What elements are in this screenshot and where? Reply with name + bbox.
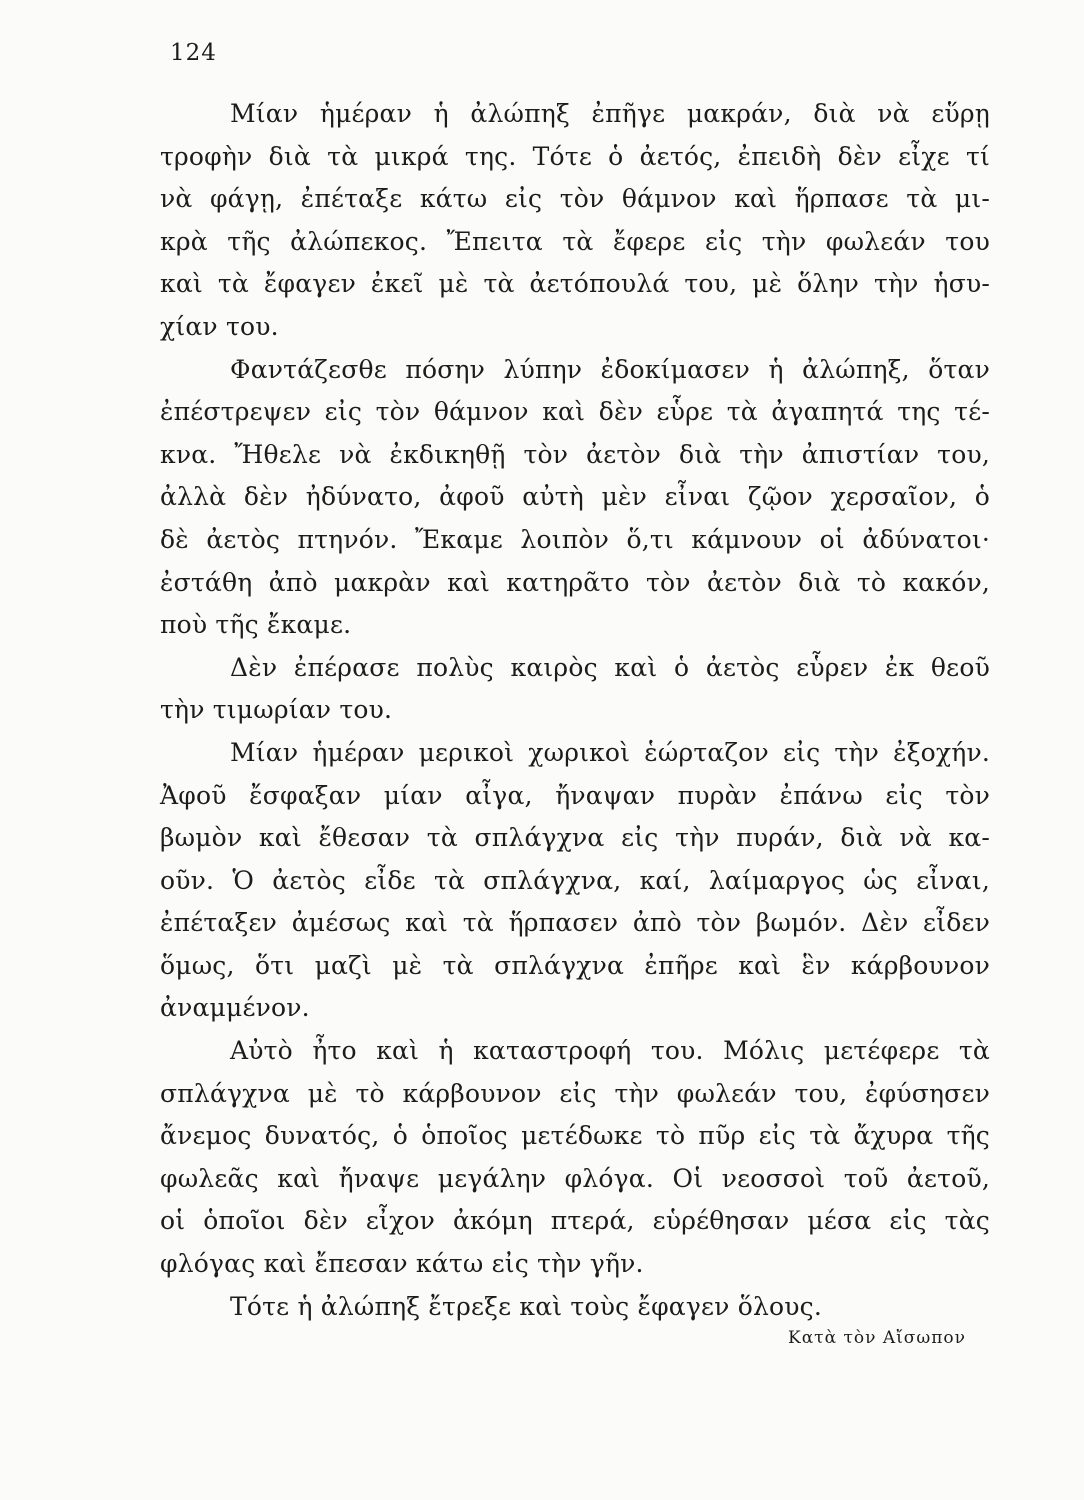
text-line: κνα. Ἤθελε νὰ ἐκδικηθῇ τὸν ἀετὸν διὰ τὴν ἀπιστίαν του, — [160, 439, 990, 469]
text-line: ἐστάθη ἀπὸ μακρὰν καὶ κατηρᾶτο τὸν ἀετὸν διὰ τὸ κακόν, — [160, 567, 990, 597]
text-line: Μίαν ἡμέραν ἡ ἀλώπηξ ἐπῆγε μακράν, διὰ νὰ εὕρῃ — [230, 99, 990, 128]
text-line: Αὐτὸ ἦτο καὶ ἡ καταστροφή του. Μόλις μετέφερε τὰ — [230, 1036, 990, 1066]
text-line: ὅμως, ὅτι μαζὶ μὲ τὰ σπλάγχνα ἐπῆρε καὶ ἓν κάρβουνον — [160, 950, 990, 980]
text-line: ἀναμμένον. — [160, 993, 310, 1023]
text-line: ἄνεμος δυνατός, ὁ ὁποῖος μετέδωκε τὸ πῦρ εἰς τὰ ἄχυρα τῆς — [160, 1121, 990, 1151]
fable-text — [160, 93, 990, 1328]
text-line: τροφὴν διὰ τὰ μικρά της. Τότε ὁ ἀετός, ἐπειδὴ δὲν εἶχε τί — [160, 141, 990, 171]
text-line: χίαν του. — [160, 311, 279, 341]
text-line: Φαντάζεσθε πόσην λύπην ἐδοκίμασεν ἡ ἀλώπηξ, ὅταν — [230, 354, 990, 384]
text-line: νὰ φάγῃ, ἐπέταξε κάτω εἰς τὸν θάμνον καὶ ἥρπασε τὰ μι- — [160, 184, 990, 214]
text-line: κρὰ τῆς ἀλώπεκος. Ἔπειτα τὰ ἔφερε εἰς τὴν φωλεάν του — [160, 226, 990, 256]
text-line: Τότε ἡ ἀλώπηξ ἔτρεξε καὶ τοὺς ἔφαγεν ὅλους. — [230, 1291, 822, 1321]
text-line: οῦν. Ὁ ἀετὸς εἶδε τὰ σπλάγχνα, καί, λαίμαργος ὡς εἶναι, — [160, 865, 990, 895]
text-line: καὶ τὰ ἔφαγεν ἐκεῖ μὲ τὰ ἀετόπουλά του, μὲ ὅλην τὴν ἡσυ- — [160, 269, 990, 299]
text-line: τὴν τιμωρίαν του. — [160, 695, 393, 725]
text-line: σπλάγχνα μὲ τὸ κάρβουνον εἰς τὴν φωλεάν του, ἐφύσησεν — [160, 1078, 990, 1108]
text-line: φωλεᾶς καὶ ἤναψε μεγάλην φλόγα. Οἱ νεοσσοὶ τοῦ ἀετοῦ, — [160, 1163, 990, 1193]
page-number: 124 — [170, 40, 217, 66]
text-line: ἀλλὰ δὲν ἠδύνατο, ἀφοῦ αὐτὴ μὲν εἶναι ζῷον χερσαῖον, ὁ — [160, 482, 990, 512]
text-line: φλόγας καὶ ἔπεσαν κάτω εἰς τὴν γῆν. — [160, 1249, 644, 1279]
text-line: οἱ ὁποῖοι δὲν εἶχον ἀκόμη πτερά, εὑρέθησαν μέσα εἰς τὰς — [160, 1206, 990, 1236]
text-line: δὲ ἀετὸς πτηνόν. Ἔκαμε λοιπὸν ὅ,τι κάμνουν οἱ ἀδύνατοι· — [160, 524, 990, 554]
text-line: ποὺ τῆς ἔκαμε. — [160, 610, 352, 640]
text-line: βωμὸν καὶ ἔθεσαν τὰ σπλάγχνα εἰς τὴν πυράν, διὰ νὰ κα- — [160, 823, 990, 853]
attribution: Κατὰ τὸν Αἴσωπον — [788, 1328, 966, 1348]
text-line: Ἀφοῦ ἔσφαξαν μίαν αἶγα, ἤναψαν πυρὰν ἐπάνω εἰς τὸν — [160, 780, 990, 810]
text-line: Μίαν ἡμέραν μερικοὶ χωρικοὶ ἑώρταζον εἰς τὴν ἐξοχήν. — [230, 737, 990, 767]
text-line: Δὲν ἐπέρασε πολὺς καιρὸς καὶ ὁ ἀετὸς εὗρεν ἐκ θεοῦ — [230, 652, 990, 682]
text-line: ἐπέταξεν ἀμέσως καὶ τὰ ἥρπασεν ἀπὸ τὸν βωμόν. Δὲν εἶδεν — [160, 908, 990, 938]
text-line: ἐπέστρεψεν εἰς τὸν θάμνον καὶ δὲν εὗρε τὰ ἀγαπητά της τέ- — [160, 397, 990, 427]
